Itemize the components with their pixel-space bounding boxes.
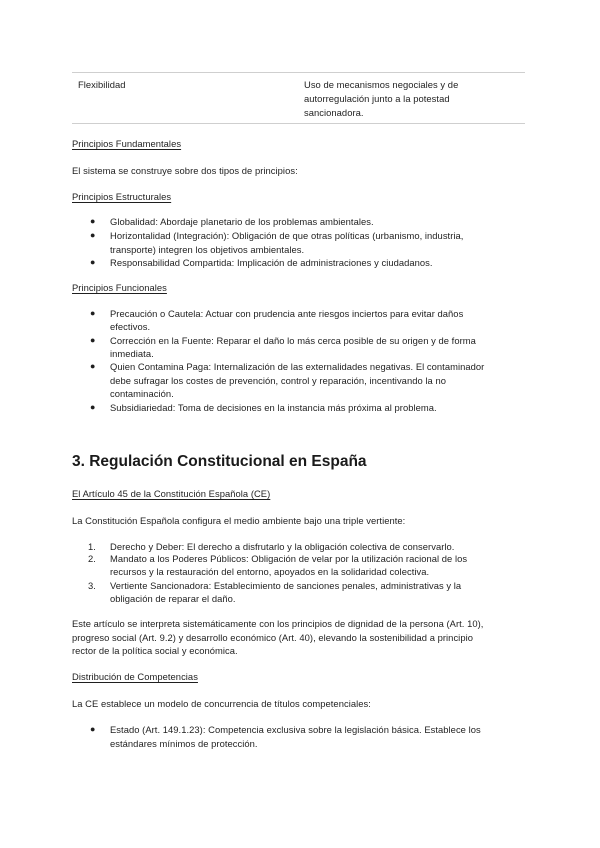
numbered-item-continuation: recursos y la restauración del entorno, apoyados en la solidaridad colectiva. [110, 566, 430, 577]
list-item: Estado (Art. 149.1.23): Competencia exclusiva sobre la legislación básica. Establece los [110, 724, 481, 735]
bullet: ● [90, 308, 96, 318]
numbered-marker: 1. [88, 541, 96, 552]
table-desc-line: autorregulación junto a la potestad [304, 93, 450, 104]
bullet: ● [90, 402, 96, 412]
table-top-rule [72, 72, 525, 73]
table-desc-line: Uso de mecanismos negociales y de [304, 79, 459, 90]
competencias-heading: Distribución de Competencias [72, 671, 198, 682]
section-3-title: 3. Regulación Constitucional en España [72, 453, 367, 470]
numbered-item: Mandato a los Poderes Públicos: Obligación de velar por la utilización racional de los [110, 553, 468, 564]
art45-paragraph-line: Este artículo se interpreta sistemáticamente con los principios de dignidad de la persona (Art. 10), [72, 618, 484, 629]
list-item: Responsabilidad Compartida: Implicación de administraciones y ciudadanos. [110, 257, 433, 268]
bullet: ● [90, 335, 96, 345]
bullet: ● [90, 257, 96, 267]
list-item-continuation: efectivos. [110, 321, 151, 332]
bullet: ● [90, 216, 96, 226]
numbered-item-continuation: obligación de reparar el daño. [110, 593, 236, 604]
bullet: ● [90, 724, 96, 734]
art45-intro: La Constitución Española configura el medio ambiente bajo una triple vertiente: [72, 515, 406, 526]
principios-intro: El sistema se construye sobre dos tipos de principios: [72, 165, 298, 176]
numbered-item: Vertiente Sancionadora: Establecimiento de sanciones penales, administrativas y la [110, 580, 462, 591]
list-item-continuation: contaminación. [110, 388, 174, 399]
list-item-continuation: transporte) integren los objetivos ambientales. [110, 244, 305, 255]
competencias-intro: La CE establece un modelo de concurrencia de títulos competenciales: [72, 698, 371, 709]
table-desc-line: sancionadora. [304, 107, 364, 118]
art45-paragraph-line: rector de la política social y económica. [72, 645, 238, 656]
list-item: Corrección en la Fuente: Reparar el daño lo más cerca posible de su origen y de forma [110, 335, 476, 346]
numbered-marker: 2. [88, 553, 96, 564]
table-term: Flexibilidad [78, 79, 126, 90]
list-item-continuation: estándares mínimos de protección. [110, 738, 258, 749]
principios-fundamentales-heading: Principios Fundamentales [72, 138, 182, 149]
art45-heading: El Artículo 45 de la Constitución Española (CE) [72, 488, 271, 499]
list-item: Globalidad: Abordaje planetario de los problemas ambientales. [110, 216, 374, 227]
art45-paragraph-line: progreso social (Art. 9.2) y desarrollo económico (Art. 40), elevando la sostenibilidad a principio [72, 632, 473, 643]
bullet: ● [90, 361, 96, 371]
list-item: Subsidiariedad: Toma de decisiones en la instancia más próxima al problema. [110, 402, 437, 413]
principios-funcionales-heading: Principios Funcionales [72, 282, 167, 293]
list-item: Quien Contamina Paga: Internalización de las externalidades negativas. El contaminador [110, 361, 485, 372]
list-item-continuation: inmediata. [110, 348, 154, 359]
table-bottom-rule [72, 123, 525, 124]
list-item-continuation: debe sufragar los costes de prevención, control y reparación, incentivando la no [110, 375, 446, 386]
numbered-item: Derecho y Deber: El derecho a disfrutarlo y la obligación colectiva de conservarlo. [110, 541, 455, 552]
principios-estructurales-heading: Principios Estructurales [72, 191, 172, 202]
bullet: ● [90, 230, 96, 240]
list-item: Precaución o Cautela: Actuar con prudencia ante riesgos inciertos para evitar daños [110, 308, 464, 319]
list-item: Horizontalidad (Integración): Obligación de que otras políticas (urbanismo, industria, [110, 230, 464, 241]
numbered-marker: 3. [88, 580, 96, 591]
